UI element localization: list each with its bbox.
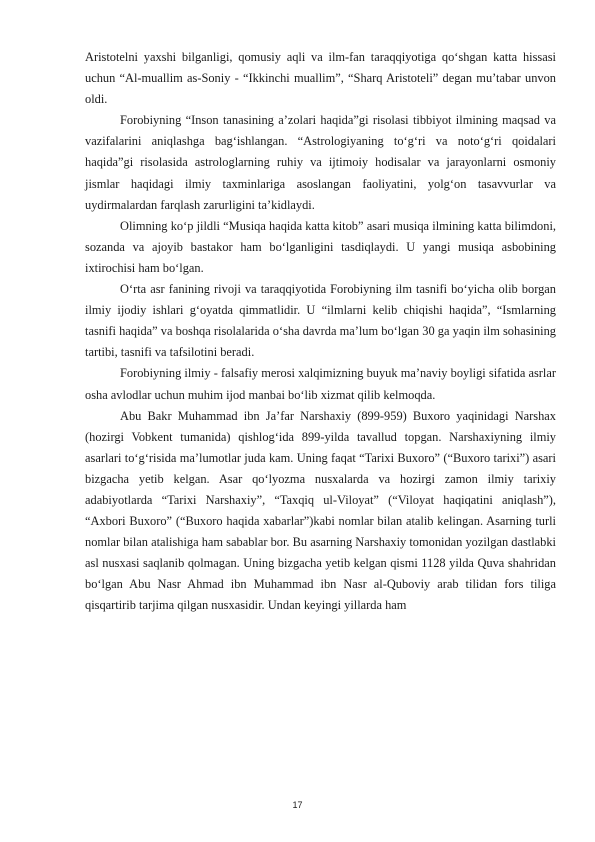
- page-number: 17: [292, 800, 303, 810]
- paragraph-1: Aristotelni yaxshi bilganligi, qomusiy aqli va ilm-fan taraqqiyotiga qo‘shgan katta hissasi uchun “Al-muallim as-Soniy - “Ikkinchi muallim”, “Sharq Aristoteli” degan mu’tabar unvon oldi.: [85, 50, 556, 107]
- paragraph-3: Olimning ko‘p jildli “Musiqa haqida katta kitob” asari musiqa ilmining katta bilimdoni, sozanda va ajoyib bastakor ham bo‘lganligini tasdiqlaydi. U yangi musiqa asbobining ixtirochisi ham bo‘lgan.: [85, 218, 556, 275]
- body-text: [85, 47, 556, 617]
- paragraph-4: O‘rta asr fanining rivoji va taraqqiyotida Forobiyning ilm tasnifi bo‘yicha olib borgan ilmiy ijodiy ishlari g‘oyatda qimmatlidir. U “ilmlarni kelib chiqishi haqida”, “Ismlarning tasnifi haqida” va boshqa risolalarida o‘sha davrda ma’lum bo‘lgan 30 ga yaqin ilm sohasining tartibi, tasnifi va tafsilotini beradi.: [85, 282, 556, 360]
- paragraph-5: Forobiyning ilmiy - falsafiy merosi xalqimizning buyuk ma’naviy boyligi sifatida asrlar osha avlodlar uchun muhim ijod manbai bo‘lib xizmat qilib kelmoqda.: [85, 366, 556, 402]
- paragraph-2: Forobiyning “Inson tanasining a’zolari haqida”gi risolasi tibbiyot ilmining maqsad va vazifalarini aniqlashga bag‘ishlangan. “Astrologiyaning to‘g‘ri va noto‘g‘ri qoidalari haqida”gi risolasida astrologlarning ruhiy va ijtimoiy hodisalar va jarayonlarni osmoniy jismlar haqidagi ilmiy taxminlariga asoslangan faoliyatini, yolg‘on tasavvurlar va uydirmalardan farqlash zarurligini ta’kidlaydi.: [85, 113, 556, 212]
- paragraph-6: Abu Bakr Muhammad ibn Ja’far Narshaxiy (899-959) Buxoro yaqinidagi Narshax (hozirgi Vobkent tumanida) qishlog‘ida 899-yilda tavallud topgan. Narshaxiyning ilmiy asarlari to‘g‘risida ma’lumotlar juda kam. Uning faqat “Tarixi Buxoro” (“Buxoro tarixi”) asari bizgacha yetib kelgan. Asar qo‘lyozma nusxalarda va hozirgi zamon ilmiy tarixiy adabiyotlarda “Tarixi Narshaxiy”, “Taxqiq ul-Viloyat” (“Viloyat haqiqatini aniqlash”), “Axbori Buxoro” (“Buxoro haqida xabarlar”)kabi nomlar bilan atalib kelingan. Asarning turli nomlar bilan atalishiga ham sabablar bor. Bu asarning Narshaxiy tomonidan yozilgan dastlabki asl nusxasi saqlanib qolmagan. Uning bizgacha yetib kelgan qismi 1128 yilda Quva shahridan bo‘lgan Abu Nasr Ahmad ibn Muhammad ibn Nasr al-Quboviy arab tilidan fors tiliga qisqartirib tarjima qilgan nusxasidir. Undan keyingi yillarda ham: [85, 408, 556, 613]
